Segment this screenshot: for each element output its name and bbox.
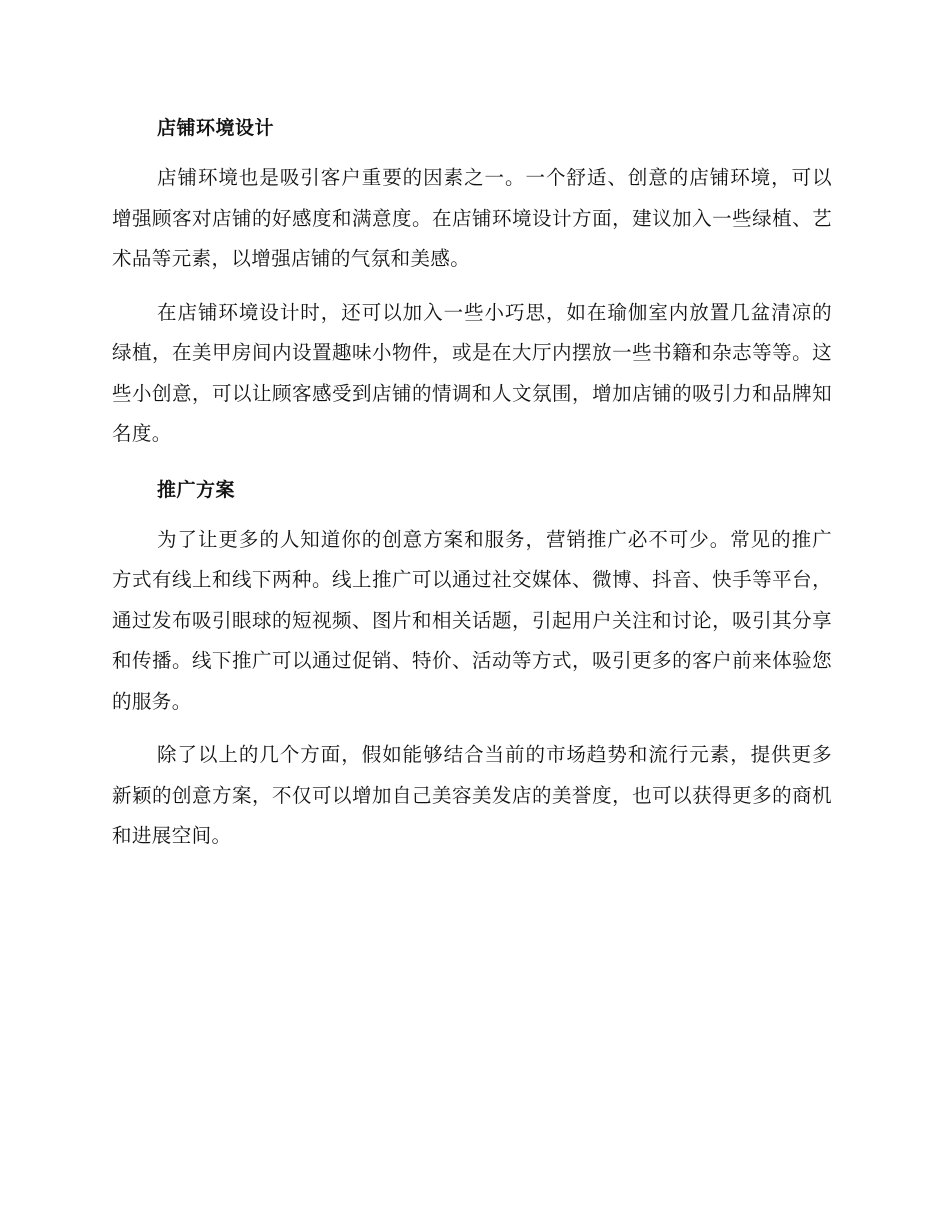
spacer [112, 722, 832, 735]
spacer [112, 510, 832, 520]
paragraph-promotion-plan-1: 为了让更多的人知道你的创意方案和服务，营销推广必不可少。常见的推广方式有线上和线下两种。线上推广可以通过社交媒体、微博、抖音、快手等平台，通过发布吸引眼球的短视频、图片和相关话题，引起用户关注和讨论，吸引其分享和传播。线下推广可以通过促销、特价、活动等方式，吸引更多的客户前来体验您的服务。 [112, 527, 832, 713]
spacer [112, 280, 832, 293]
paragraph-store-environment-1: 店铺环境也是吸引客户重要的因素之一。一个舒适、创意的店铺环境，可以增强顾客对店铺的好感度和满意度。在店铺环境设计方面，建议加入一些绿植、艺术品等元素，以增强店铺的气氛和美感。 [112, 166, 832, 270]
document-page [112, 108, 832, 857]
paragraph-promotion-plan-2: 除了以上的几个方面，假如能够结合当前的市场趋势和流行元素，提供更多新颖的创意方案，不仅可以增加自己美容美发店的美誉度，也可以获得更多的商机和进展空间。 [112, 743, 832, 847]
spacer [112, 148, 832, 158]
paragraph-store-environment-2: 在店铺环境设计时，还可以加入一些小巧思，如在瑜伽室内放置几盆清凉的绿植，在美甲房间内设置趣味小物件，或是在大厅内摆放一些书籍和杂志等等。这些小创意，可以让顾客感受到店铺的情调和人文氛围，增加店铺的吸引力和品牌知名度。 [112, 300, 832, 445]
section-heading-promotion-plan: 推广方案 [157, 478, 236, 501]
spacer [112, 455, 832, 470]
section-heading-store-environment: 店铺环境设计 [157, 117, 275, 139]
